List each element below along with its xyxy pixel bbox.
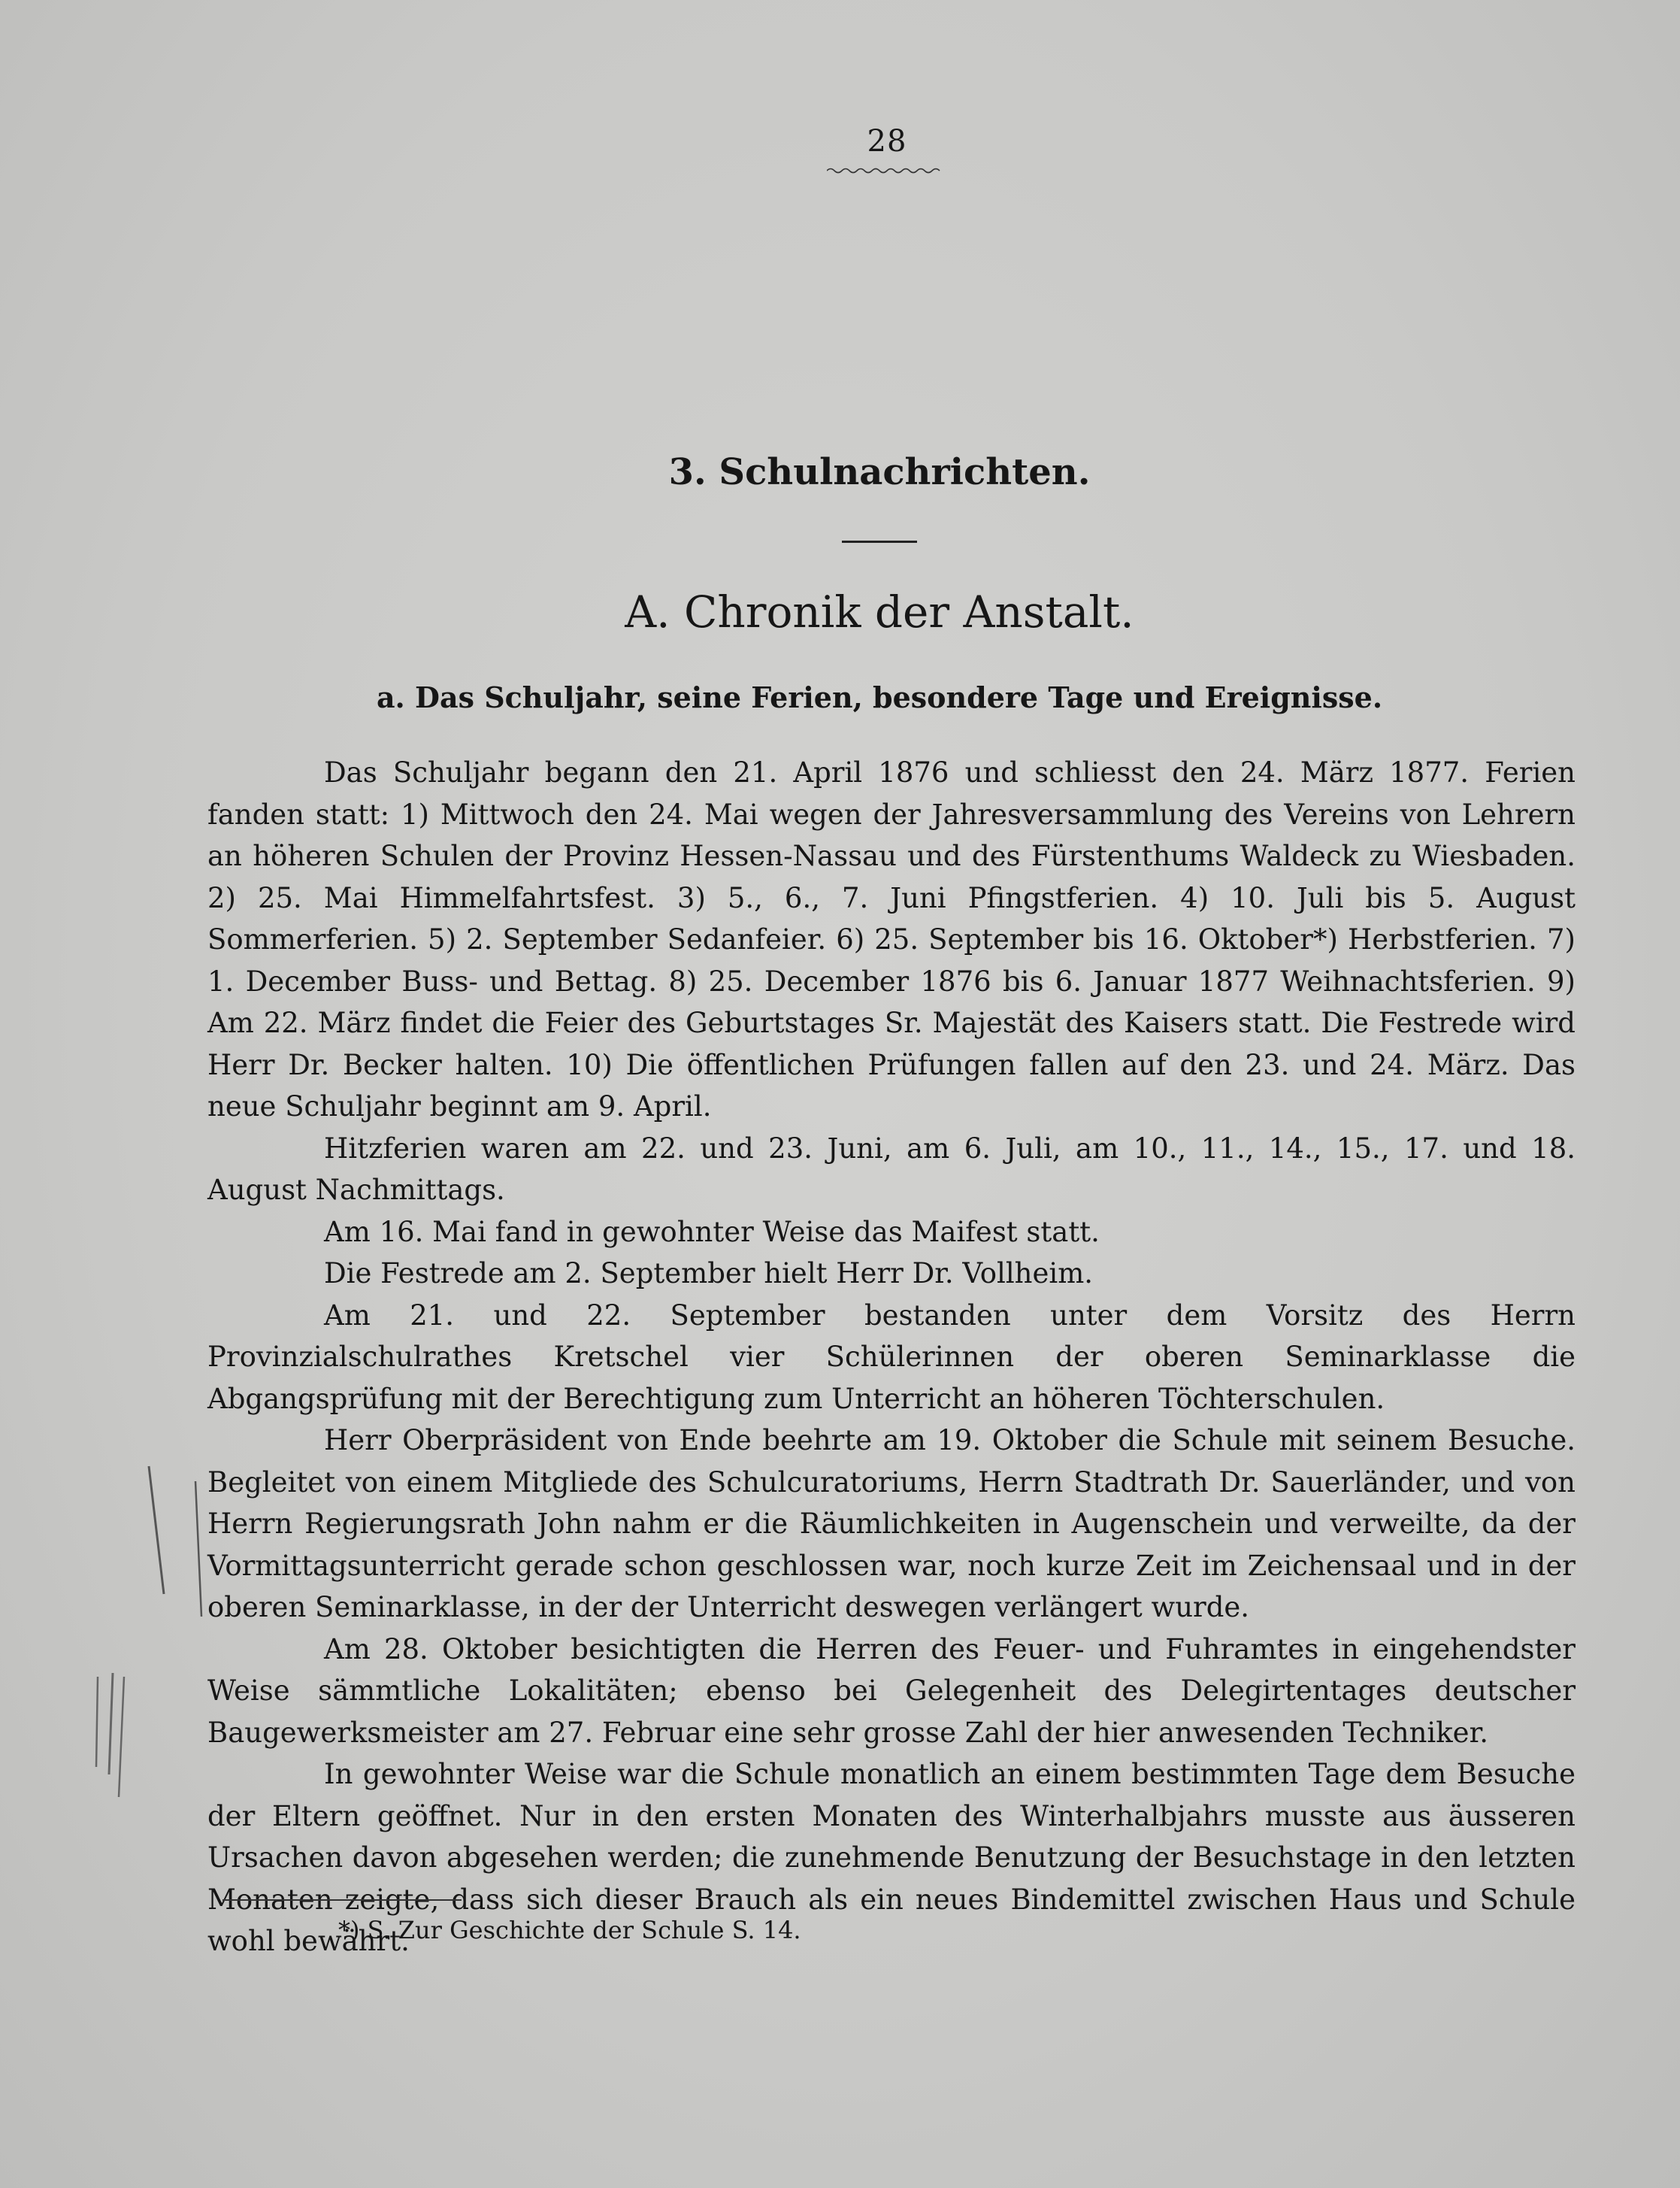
chronik-title: A. Chronik der Anstalt. — [625, 586, 1134, 638]
paragraph: Herr Oberpräsident von Ende beehrte am 19. Oktober die Schule mit seinem Besuche. Begleitet von einem Mitgliede des Schulcuratoriums, Herrn Stadtrath Dr. Sauerländer, und von Herrn Regierungsrath John nahm er die Räumlichkeiten in Augenschein und verweilte, da der Vormittagsunterricht gerade schon geschlossen war, noch kurze Zeit im Zeichensaal und in der oberen Seminarklasse, in der der Unterricht deswegen verlängert wurde. — [207, 1424, 1576, 1623]
footnote: *) S. Zur Geschichte der Schule S. 14. — [338, 1916, 801, 1944]
body-text — [207, 752, 1576, 1962]
paragraph: Die Festrede am 2. September hielt Herr Dr. Vollheim. — [324, 1257, 1094, 1289]
subsection-title: a. Das Schuljahr, seine Ferien, besondere Tage und Ereignisse. — [376, 680, 1383, 714]
paragraph: Am 28. Oktober besichtigten die Herren des Feuer- und Fuhramtes in eingehendster Weise sämmtliche Lokalitäten; ebenso bei Gelegenheit des Delegirtentages deutscher Baugewerksmeister am 27. Februar eine sehr grosse Zahl der hier anwesenden Techniker. — [207, 1632, 1576, 1749]
page-number: 28 — [867, 124, 907, 159]
footnote-divider — [222, 1899, 462, 1901]
paragraph: Am 16. Mai fand in gewohnter Weise das Maifest statt. — [324, 1215, 1100, 1248]
page-number-ornament — [827, 167, 943, 174]
section-title: 3. Schulnachrichten. — [668, 451, 1091, 493]
paragraph: Am 21. und 22. September bestanden unter dem Vorsitz des Herrn Provinzialschulrathes Kretschel vier Schülerinnen der oberen Seminarklasse die Abgangsprüfung mit der Berechtigung zum Unterricht an höheren Töchterschulen. — [207, 1299, 1576, 1415]
paragraph: Das Schuljahr begann den 21. April 1876 und schliesst den 24. März 1877. Ferien fanden statt: 1) Mittwoch den 24. Mai wegen der Jahresversammlung des Vereins von Lehrern an höheren Schulen der Provinz Hessen-Nassau und des Fürstenthums Waldeck zu Wiesbaden. 2) 25. Mai Himmelfahrtsfest. 3) 5., 6., 7. Juni Pfingstferien. 4) 10. Juli bis 5. August Sommerferien. 5) 2. September Sedanfeier. 6) 25. September bis 16. Oktober*) Herbstferien. 7) 1. December Buss- und Bettag. 8) 25. December 1876 bis 6. Januar 1877 Weihnachtsferien. 9) Am 22. März findet die Feier des Geburtstages Sr. Majestät des Kaisers statt. Die Festrede wird Herr Dr. Becker halten. 10) Die öffentlichen Prüfungen fallen auf den 23. und 24. März. Das neue Schuljahr beginnt am 9. April. — [207, 756, 1576, 1123]
paragraph: In gewohnter Weise war die Schule monatlich an einem bestimmten Tage dem Besuche der Eltern geöffnet. Nur in den ersten Monaten des Winterhalbjahrs musste aus äusseren Ursachen davon abgesehen werden; die zunehmende Benutzung der Besuchstage in den letzten Monaten zeigte, dass sich dieser Brauch als ein neues Bindemittel zwischen Haus und Schule wohl bewährt. — [207, 1758, 1576, 1957]
pencil-margin-marks-icon — [68, 1451, 218, 1842]
title-divider — [842, 541, 917, 543]
paragraph: Hitzferien waren am 22. und 23. Juni, am 6. Juli, am 10., 11., 14., 15., 17. und 18. August Nachmittags. — [207, 1132, 1576, 1206]
